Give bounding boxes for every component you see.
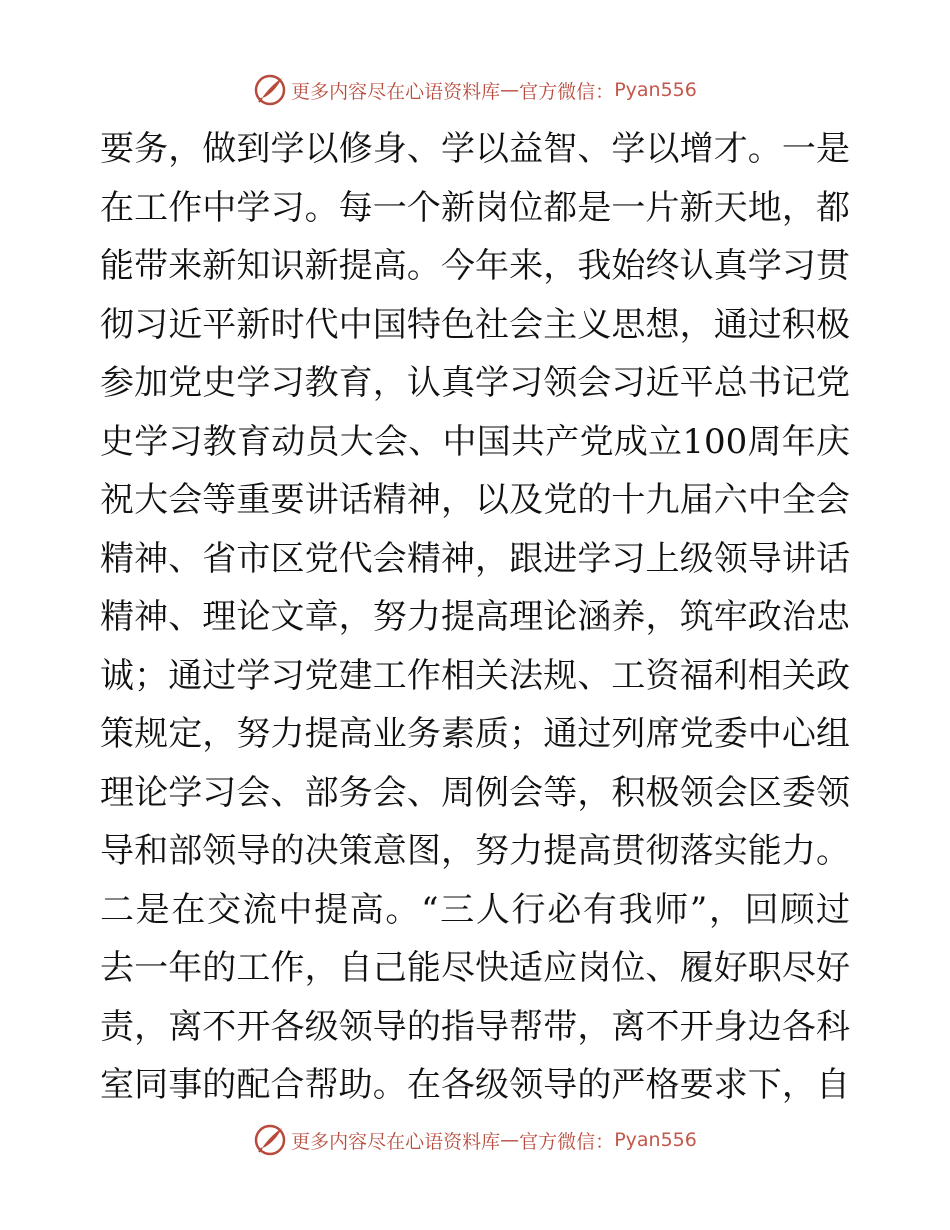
text-line: 精神、理论文章，努力提高理论涵养，筑牢政治忠 <box>100 597 850 637</box>
text-line: 史学习教育动员大会、中国共产党成立100周年庆 <box>100 421 850 462</box>
text-line: 诚；通过学习党建工作相关法规、工资福利相关政 <box>100 655 850 696</box>
text-line: 彻习近平新时代中国特色社会主义思想，通过积极 <box>100 304 850 345</box>
header-watermark <box>0 68 950 112</box>
watermark-dash: — <box>500 79 520 101</box>
text-line: 祝大会等重要讲话精神，以及党的十九届六中全会 <box>100 480 850 520</box>
watermark-account-id: Pyan556 <box>614 1129 697 1151</box>
text-line: 在工作中学习。每一个新岗位都是一片新天地，都 <box>100 187 850 228</box>
footer-watermark <box>0 1118 950 1162</box>
text-line: 理论学习会、部务会、周例会等，积极领会区委领 <box>100 772 850 813</box>
text-line: 要务，做到学以修身、学以益智、学以增才。一是 <box>100 129 850 169</box>
text-line: 参加党史学习教育，认真学习领会习近平总书记党 <box>100 363 850 403</box>
text-line: 能带来新知识新提高。今年来，我始终认真学习贯 <box>100 246 850 286</box>
document-body <box>100 120 850 1115</box>
text-line: 责，离不开各级领导的指导帮带，离不开身边各科 <box>100 1006 850 1047</box>
watermark-account-label: 官方微信： <box>519 1130 615 1153</box>
watermark-site-text: 更多内容尽在心语资料库 <box>291 1130 501 1153</box>
text-line: 室同事的配合帮助。在各级领导的严格要求下，自 <box>100 1065 850 1105</box>
text-line: 精神、省市区党代会精神，跟进学习上级领导讲话 <box>100 538 850 579</box>
watermark-account-label: 官方微信： <box>519 80 615 103</box>
quill-logo-icon <box>253 1123 287 1157</box>
text-line: 去一年的工作，自己能尽快适应岗位、履好职尽好 <box>100 948 850 988</box>
watermark-account-id: Pyan556 <box>614 79 697 101</box>
watermark-dash: — <box>500 1129 520 1151</box>
quill-logo-icon <box>253 73 287 107</box>
text-line: 策规定，努力提高业务素质；通过列席党委中心组 <box>100 714 850 754</box>
watermark-site-text: 更多内容尽在心语资料库 <box>291 80 501 103</box>
text-line: 二是在交流中提高。“三人行必有我师”，回顾过 <box>100 889 850 930</box>
text-line: 导和部领导的决策意图，努力提高贯彻落实能力。 <box>100 831 850 871</box>
